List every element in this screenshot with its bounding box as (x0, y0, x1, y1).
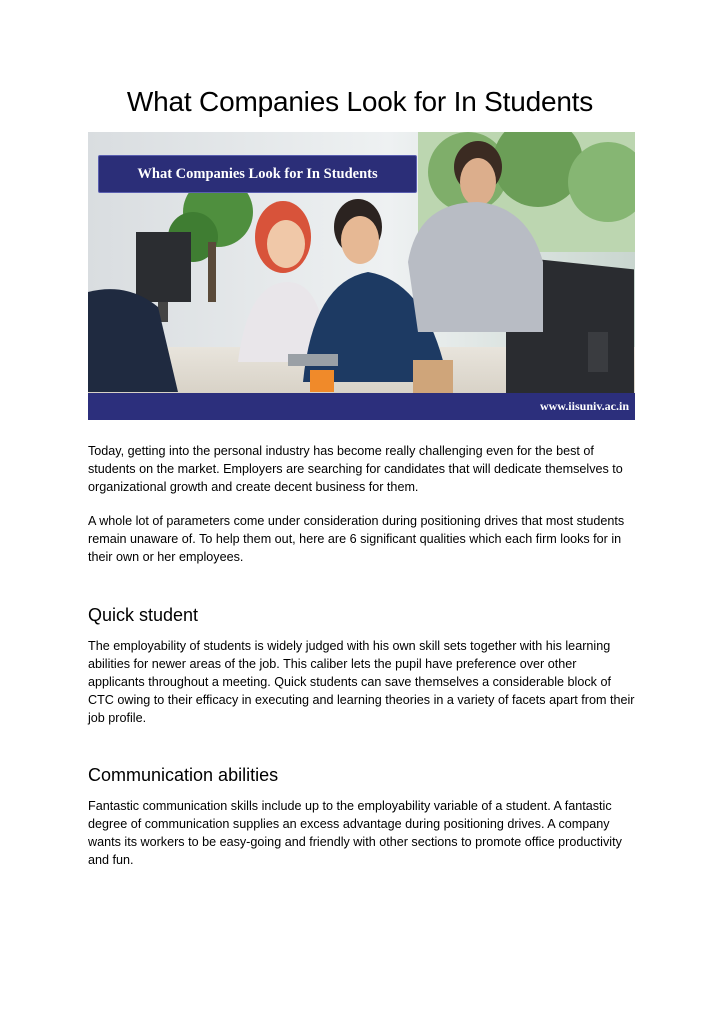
section-heading-communication: Communication abilities (88, 765, 279, 785)
section-heading-quick-student: Quick student (88, 605, 199, 625)
intro-paragraph-1: Today, getting into the personal industry has become really challenging even for the best of students on the market. Employers are searching for candidates that will dedicate themselves to organizational growth and create decent business for them. (88, 444, 623, 494)
hero-image (88, 132, 635, 420)
intro-paragraph-2: A whole lot of parameters come under consideration during positioning drives that most students remain unaware of. To help them out, here are 6 significant qualities which each firm looks for in their own or her employees. (88, 514, 625, 564)
section-body-quick-student: The employability of students is widely judged with his own skill sets together with his learning abilities for newer areas of the job. This caliber lets the pupil have preference over other applicants throughout a meeting. Quick students can save themselves a considerable block of CTC owing to their efficacy in executing and learning theories in a variety of facets apart from their job profile. (88, 639, 635, 725)
page-title: What Companies Look for In Students (126, 86, 594, 117)
image-banner-url: www.iisuniv.ac.in (88, 393, 635, 420)
section-body-communication: Fantastic communication skills include up to the employability variable of a student. A fantastic degree of communication supplies an excess advantage during positioning drives. A company wants its workers to be easy-going and friendly with other sections to promote office productivity and fun. (88, 799, 622, 867)
image-banner-title: What Companies Look for In Students (98, 155, 417, 193)
